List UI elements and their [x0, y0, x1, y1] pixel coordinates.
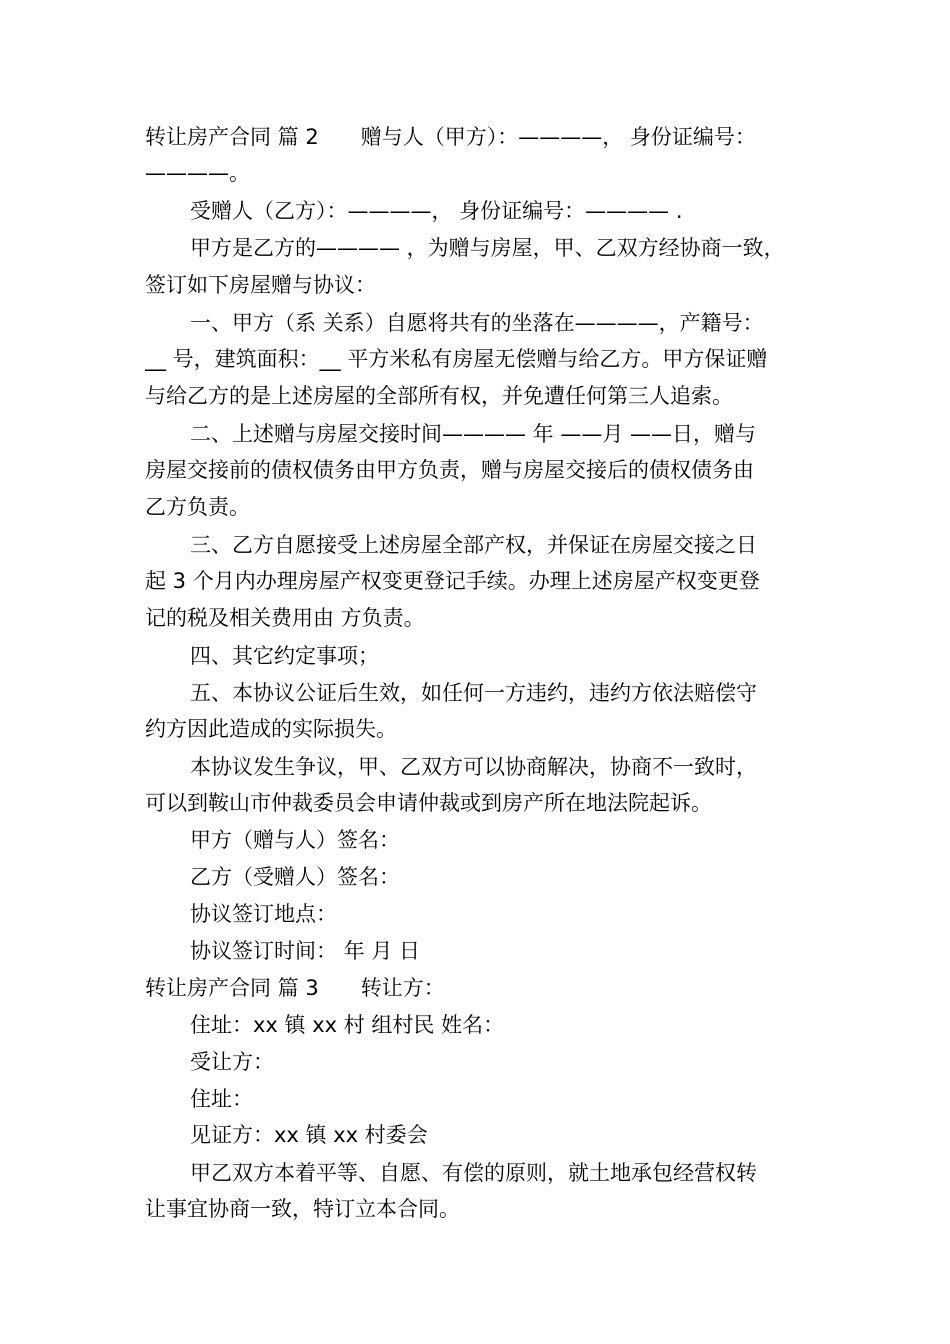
clause-4-line: 四、其它约定事项； [190, 644, 379, 668]
clause-5-line: 约方因此造成的实际损失。 [145, 717, 397, 741]
clause-3-line: 起 3 个月内办理房屋产权变更登记手续。办理上述房屋产权变更登 [145, 569, 760, 593]
clause-1-line: __ 号，建筑面积：__ 平方米私有房屋无偿赠与给乙方。甲方保证赠 [145, 347, 768, 371]
signature-party-a: 甲方（赠与人）签名： [190, 828, 400, 852]
dispute-line: 可以到鞍山市仲裁委员会申请仲裁或到房产所在地法院起诉。 [145, 791, 712, 815]
clause-1-line: 与给乙方的是上述房屋的全部所有权，并免遭任何第三人追索。 [145, 384, 733, 408]
section-heading-piece-3: 转让房产合同 篇 3 转让方： [145, 976, 445, 1000]
paragraph-line: 受赠人（乙方）：————， 身份证编号：———— . [190, 199, 683, 223]
paragraph-line: 甲乙双方本着平等、自愿、有偿的原则，就土地承包经营权转 [190, 1161, 757, 1185]
paragraph-line: 见证方：xx 镇 xx 村委会 [190, 1123, 428, 1147]
dispute-line: 本协议发生争议，甲、乙双方可以协商解决，协商不一致时， [190, 755, 757, 779]
section-heading-piece-2: 转让房产合同 篇 2 赠与人（甲方）：————， 身份证编号： [145, 125, 756, 149]
paragraph-line: 签订如下房屋赠与协议： [145, 273, 376, 297]
clause-3-line: 三、乙方自愿接受上述房屋全部产权，并保证在房屋交接之日 [190, 533, 757, 557]
clause-5-line: 五、本协议公证后生效，如任何一方违约，违约方依法赔偿守 [190, 681, 757, 705]
clause-2-line: 乙方负责。 [145, 495, 250, 519]
paragraph-line: ————。 [145, 161, 250, 185]
paragraph-line: 住址：xx 镇 xx 村 组村民 姓名： [190, 1013, 505, 1037]
clause-1-line: 一、甲方（系 关系）自愿将共有的坐落在————，产籍号： [190, 311, 764, 335]
clause-2-line: 二、上述赠与房屋交接时间———— 年 ——月 ——日，赠与 [190, 422, 757, 446]
paragraph-line: 甲方是乙方的———— ，为赠与房屋，甲、乙双方经协商一致， [190, 236, 785, 260]
signing-place: 协议签订地点： [190, 902, 337, 926]
paragraph-line: 受让方： [190, 1050, 274, 1074]
paragraph-line: 让事宜协商一致，特订立本合同。 [145, 1197, 460, 1221]
paragraph-line: 住址： [190, 1087, 253, 1111]
clause-3-line: 记的税及相关费用由 方负责。 [145, 606, 425, 630]
clause-2-line: 房屋交接前的债权债务由甲方负责，赠与房屋交接后的债权债务由 [145, 458, 754, 482]
signature-party-b: 乙方（受赠人）签名： [190, 865, 400, 889]
signing-date: 协议签订时间： 年 月 日 [190, 939, 421, 963]
